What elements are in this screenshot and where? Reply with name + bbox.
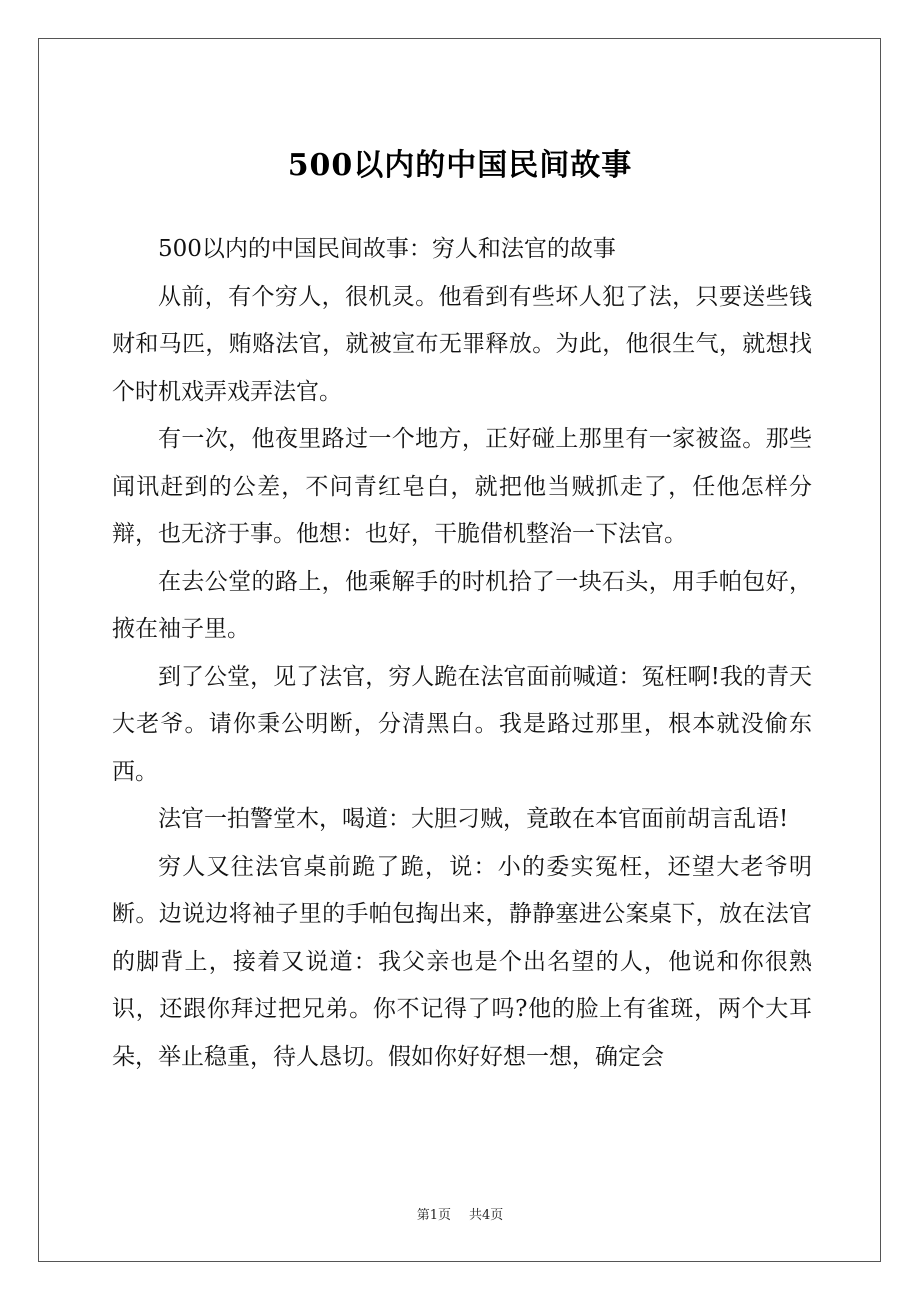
- page-total: 共4页: [469, 1208, 504, 1223]
- document-body: [112, 226, 812, 1081]
- page-footer: [0, 1206, 920, 1226]
- paragraph: 法官一拍警堂木，喝道：大胆刁贼，竟敢在本官面前胡言乱语!: [158, 806, 789, 832]
- paragraph: 到了公堂，见了法官，穷人跪在法官面前喊道：冤枉啊!我的青天大老爷。请你秉公明断，分清黑白。我是路过那里，根本就没偷东西。: [112, 663, 812, 785]
- paragraph: 从前，有个穷人，很机灵。他看到有些坏人犯了法，只要送些钱财和马匹，贿赂法官，就被宣布无罪释放。为此，他很生气，就想找个时机戏弄戏弄法官。: [112, 283, 812, 405]
- page-number: 第1页: [416, 1208, 451, 1223]
- paragraph: 500以内的中国民间故事：穷人和法官的故事: [158, 236, 616, 262]
- paragraph: 有一次，他夜里路过一个地方，正好碰上那里有一家被盗。那些闻讯赶到的公差，不问青红皂白，就把他当贼抓走了，任他怎样分辩，也无济于事。他想：也好，干脆借机整治一下法官。: [112, 426, 812, 547]
- paragraph: 在去公堂的路上，他乘解手的时机拾了一块石头，用手帕包好，掖在袖子里。: [112, 568, 812, 642]
- document-title: 500以内的中国民间故事: [287, 148, 633, 183]
- paragraph: 穷人又往法官桌前跪了跪，说：小的委实冤枉，还望大老爷明断。边说边将袖子里的手帕包掏出来，静静塞进公案桌下，放在法官的脚背上，接着又说道：我父亲也是个出名望的人，他说和你很熟识，还跟你拜过把兄弟。你不记得了吗?他的脸上有雀斑，两个大耳朵，举止稳重，待人恳切。假如你好好想一想，确定会: [112, 853, 812, 1070]
